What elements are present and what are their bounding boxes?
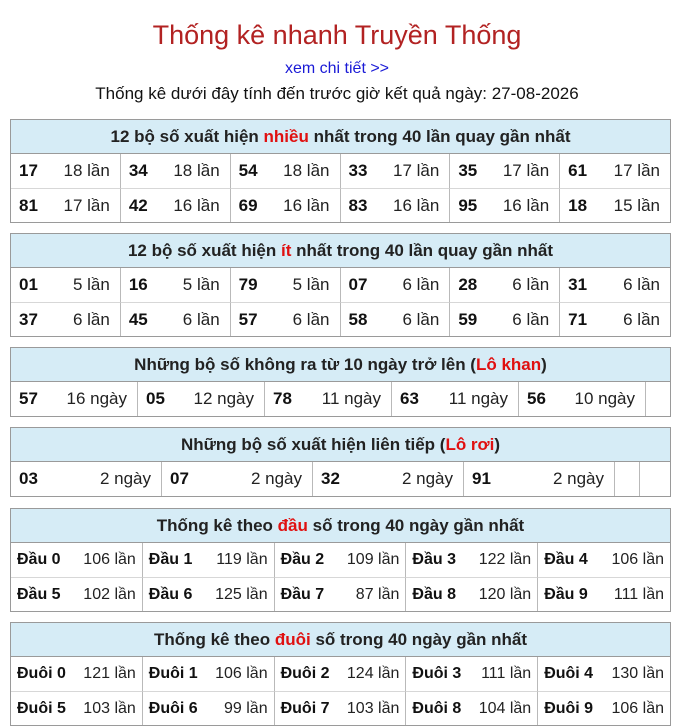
stat-count: 120 lần: [478, 585, 532, 603]
stat-count: 17 lần: [502, 161, 550, 180]
stat-cell: [143, 691, 275, 725]
stat-count: 87 lần: [355, 585, 400, 603]
stat-count: 102 lần: [83, 585, 136, 603]
stat-count: 6 lần: [292, 309, 330, 329]
stat-cell: [11, 188, 121, 222]
stat-number: 42: [128, 195, 148, 215]
dau-heading: Thống kê theo đầu số trong 40 ngày gần nhất: [11, 509, 670, 543]
stat-count: 17 lần: [63, 195, 110, 215]
stat-number: 16: [128, 275, 148, 294]
stat-number: 59: [458, 309, 478, 329]
stat-count: 2 ngày: [250, 469, 302, 488]
stat-number: 34: [128, 161, 148, 180]
lo-roi-section: [10, 427, 671, 497]
stat-cell: [275, 691, 407, 725]
stat-cell: [11, 543, 143, 577]
date-note: Thống kê dưới đây tính đến trước giờ kết quả ngày: 27-08-2026: [95, 84, 579, 103]
stat-number: 18: [568, 195, 588, 215]
stat-count: 2 ngày: [401, 469, 453, 488]
stat-count: 16 lần: [393, 195, 440, 215]
stat-count: 10 ngày: [574, 389, 635, 408]
stat-count: 16 lần: [173, 195, 220, 215]
stat-count: 5 lần: [72, 275, 110, 294]
stat-cell: [392, 382, 519, 416]
stat-count: 6 lần: [182, 309, 220, 329]
stat-cell: [275, 657, 407, 691]
stat-cell: [143, 657, 275, 691]
stat-count: 6 lần: [623, 309, 660, 329]
stat-number: Đuôi 3: [412, 665, 462, 682]
stat-count: 121 lần: [83, 665, 136, 682]
stat-count: 125 lần: [215, 585, 268, 603]
stat-count: 6 lần: [72, 309, 110, 329]
stat-number: 69: [238, 195, 258, 215]
lo-khan-grid: [11, 382, 670, 416]
detail-link[interactable]: xem chi tiết >>: [284, 60, 390, 77]
stat-number: Đầu 9: [544, 585, 588, 603]
stat-count: 2 ngày: [552, 469, 604, 488]
stat-count: 104 lần: [478, 699, 532, 717]
empty-cell: [646, 382, 668, 416]
least-frequent-heading: 12 bộ số xuất hiện ít nhất trong 40 lần quay gần nhất: [11, 234, 670, 268]
stat-count: 6 lần: [512, 309, 550, 329]
stat-number: Đầu 6: [148, 585, 193, 603]
stat-number: Đầu 4: [544, 551, 588, 568]
lo-khan-section: [10, 347, 671, 417]
stat-cell: [538, 543, 670, 577]
stat-count: 12 ngày: [193, 389, 254, 408]
stat-number: Đầu 1: [148, 551, 193, 568]
stat-number: Đuôi 4: [544, 665, 594, 682]
stat-count: 106 lần: [611, 699, 664, 717]
empty-cell: [615, 462, 640, 496]
stat-number: 37: [19, 309, 38, 329]
stat-cell: [538, 577, 670, 611]
stat-number: Đầu 3: [412, 551, 456, 568]
stat-cell: [138, 382, 265, 416]
stat-count: 6 lần: [512, 275, 550, 294]
stat-cell: [313, 462, 464, 496]
duoi-heading: Thống kê theo đuôi số trong 40 ngày gần nhất: [11, 623, 670, 657]
stat-number: Đuôi 2: [280, 665, 330, 682]
stat-number: Đuôi 5: [17, 699, 66, 717]
stat-number: 31: [568, 275, 588, 294]
stat-number: 17: [19, 161, 38, 180]
stat-count: 124 lần: [346, 665, 400, 682]
stat-cell: [265, 382, 392, 416]
duoi-section: [10, 622, 671, 726]
stat-number: Đuôi 0: [17, 665, 66, 682]
stat-number: 03: [19, 469, 38, 488]
stat-count: 106 lần: [611, 551, 664, 568]
stat-count: 2 ngày: [99, 469, 151, 488]
stat-number: 91: [472, 469, 491, 488]
stat-number: Đuôi 8: [412, 699, 462, 717]
most-frequent-heading: 12 bộ số xuất hiện nhiều nhất trong 40 lần quay gần nhất: [11, 120, 670, 154]
stat-count: 6 lần: [402, 309, 440, 329]
stat-number: 32: [321, 469, 340, 488]
stat-number: 95: [458, 195, 478, 215]
stat-count: 5 lần: [292, 275, 330, 294]
stat-cell: [450, 188, 560, 222]
stat-number: 63: [400, 389, 419, 408]
stat-cell: [560, 188, 670, 222]
stat-cell: [560, 268, 670, 302]
stat-count: 18 lần: [283, 161, 330, 180]
stat-count: 103 lần: [346, 699, 400, 717]
stat-number: 35: [458, 161, 478, 180]
stat-count: 130 lần: [611, 665, 664, 682]
stat-number: Đầu 5: [17, 585, 61, 603]
stat-number: 07: [170, 469, 189, 488]
page-title: Thống kê nhanh Truyền Thống: [152, 20, 522, 50]
stat-count: 111 lần: [481, 665, 532, 682]
stat-cell: [11, 154, 121, 188]
stat-cell: [121, 188, 231, 222]
stat-number: 54: [238, 161, 258, 180]
stat-number: 57: [19, 389, 38, 408]
stat-count: 122 lần: [478, 551, 532, 568]
stat-number: 78: [273, 389, 292, 408]
stat-number: Đuôi 6: [148, 699, 198, 717]
stat-number: 61: [568, 161, 588, 180]
stat-cell: [11, 577, 143, 611]
stat-number: Đuôi 9: [544, 699, 594, 717]
least-frequent-section: [10, 233, 671, 337]
dau-section: [10, 508, 671, 612]
stat-cell: [560, 154, 670, 188]
stat-cell: [406, 577, 538, 611]
stat-number: Đuôi 1: [148, 665, 198, 682]
stat-cell: [538, 691, 670, 725]
duoi-grid: [11, 657, 670, 725]
stat-number: 45: [128, 309, 148, 329]
stat-cell: [11, 268, 121, 302]
stat-cell: [231, 268, 341, 302]
stat-count: 111 lần: [613, 585, 664, 603]
stat-cell: [231, 154, 341, 188]
stat-number: 57: [238, 309, 258, 329]
stat-cell: [464, 462, 615, 496]
stat-count: 109 lần: [346, 551, 400, 568]
stat-number: 71: [568, 309, 588, 329]
stat-number: 81: [19, 195, 38, 215]
empty-cell: [640, 462, 670, 496]
stat-number: 01: [19, 275, 38, 294]
stat-count: 16 lần: [502, 195, 550, 215]
stat-number: Đầu 7: [280, 585, 325, 603]
stat-number: Đuôi 7: [280, 699, 330, 717]
stat-cell: [341, 188, 451, 222]
stat-cell: [121, 154, 231, 188]
stat-number: 83: [348, 195, 368, 215]
stat-count: 17 lần: [393, 161, 440, 180]
stat-count: 11 ngày: [321, 389, 381, 408]
stat-count: 6 lần: [402, 275, 440, 294]
stat-cell: [231, 188, 341, 222]
stat-cell: [538, 657, 670, 691]
stat-count: 16 lần: [283, 195, 330, 215]
stat-cell: [341, 154, 451, 188]
stat-cell: [11, 302, 121, 336]
stat-cell: [450, 154, 560, 188]
stat-number: 33: [348, 161, 368, 180]
stat-count: 5 lần: [182, 275, 220, 294]
stat-count: 106 lần: [83, 551, 136, 568]
stat-number: 79: [238, 275, 258, 294]
stat-number: 05: [146, 389, 165, 408]
stat-number: Đầu 8: [412, 585, 456, 603]
stat-count: 119 lần: [216, 551, 268, 568]
stat-number: 58: [348, 309, 368, 329]
stat-number: 07: [348, 275, 368, 294]
most-frequent-grid: [11, 154, 670, 222]
stat-cell: [11, 382, 138, 416]
stat-cell: [275, 543, 407, 577]
stat-count: 18 lần: [63, 161, 110, 180]
stat-count: 99 lần: [224, 699, 268, 717]
stat-number: 28: [458, 275, 478, 294]
stat-cell: [11, 657, 143, 691]
stat-cell: [450, 302, 560, 336]
stat-cell: [450, 268, 560, 302]
least-frequent-grid: [11, 268, 670, 336]
stat-count: 103 lần: [83, 699, 136, 717]
stat-count: 17 lần: [613, 161, 660, 180]
stat-cell: [121, 302, 231, 336]
stat-count: 16 ngày: [66, 389, 127, 408]
stat-cell: [162, 462, 313, 496]
stat-cell: [11, 462, 162, 496]
stat-cell: [519, 382, 646, 416]
stat-cell: [406, 543, 538, 577]
stat-cell: [341, 302, 451, 336]
stat-cell: [406, 657, 538, 691]
lo-roi-heading: Những bộ số xuất hiện liên tiếp (Lô rơi): [11, 428, 670, 462]
stat-number: Đầu 0: [17, 551, 61, 568]
stat-cell: [406, 691, 538, 725]
stat-cell: [121, 268, 231, 302]
lo-khan-heading: Những bộ số không ra từ 10 ngày trở lên (Lô khan): [11, 348, 670, 382]
stat-number: Đầu 2: [280, 551, 325, 568]
stat-cell: [143, 577, 275, 611]
stat-cell: [341, 268, 451, 302]
most-frequent-section: [10, 119, 671, 223]
stat-cell: [275, 577, 407, 611]
stat-cell: [231, 302, 341, 336]
dau-grid: [11, 543, 670, 611]
stat-count: 18 lần: [173, 161, 220, 180]
stat-cell: [560, 302, 670, 336]
stat-count: 15 lần: [613, 195, 660, 215]
lo-roi-grid: [11, 462, 670, 496]
stat-count: 106 lần: [215, 665, 268, 682]
stat-count: 6 lần: [623, 275, 660, 294]
stat-cell: [11, 691, 143, 725]
stat-cell: [143, 543, 275, 577]
stat-number: 56: [527, 389, 546, 408]
stat-count: 11 ngày: [448, 389, 508, 408]
